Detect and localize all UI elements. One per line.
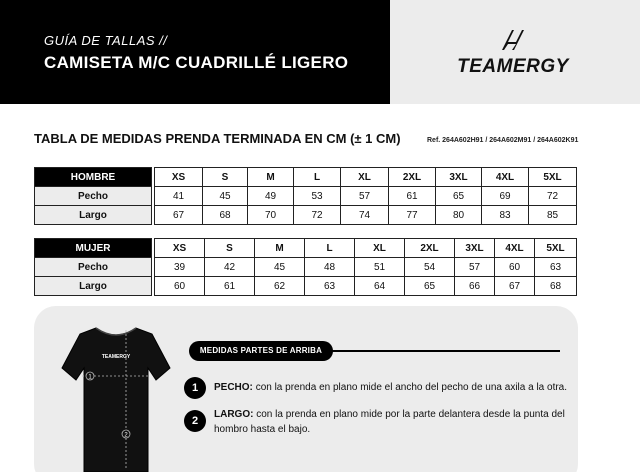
table-cell: 67 xyxy=(495,277,535,296)
table-cell: 42 xyxy=(205,258,255,277)
table-cell: 57 xyxy=(455,258,495,277)
table-cell: 60 xyxy=(495,258,535,277)
measure-term: LARGO: xyxy=(214,409,254,420)
size-header: XS xyxy=(155,239,205,258)
size-header: XL xyxy=(355,239,405,258)
product-title: CAMISETA M/C CUADRILLÉ LIGERO xyxy=(44,53,349,72)
table-cell: 39 xyxy=(155,258,205,277)
measure-text: con la prenda en plano mide por la parte delantera desde la punta del xyxy=(256,409,565,420)
tshirt-illustration xyxy=(60,324,172,472)
table-cell: 41 xyxy=(155,187,203,206)
table-cell: 65 xyxy=(436,187,482,206)
table-cell: 48 xyxy=(305,258,355,277)
measure-item-chest xyxy=(214,380,574,395)
table-header-row xyxy=(35,168,577,187)
table-cell: 65 xyxy=(405,277,455,296)
size-header: 3XL xyxy=(436,168,482,187)
table-cell: 83 xyxy=(482,206,529,225)
size-header: 2XL xyxy=(405,239,455,258)
marker-2: 2 xyxy=(124,432,128,439)
size-header: M xyxy=(255,239,305,258)
size-header: L xyxy=(294,168,341,187)
men-size-table xyxy=(34,167,577,225)
measures-heading: MEDIDAS PARTES DE ARRIBA xyxy=(189,341,333,361)
header-title-block xyxy=(0,0,390,104)
size-header: XS xyxy=(155,168,203,187)
header xyxy=(0,0,640,104)
women-size-table xyxy=(34,238,577,296)
table-cell: 72 xyxy=(529,187,577,206)
row-label: Pecho xyxy=(35,187,152,206)
size-header: L xyxy=(305,239,355,258)
table-cell: 57 xyxy=(341,187,389,206)
row-label: Largo xyxy=(35,277,152,296)
table-row xyxy=(35,206,577,225)
table-cell: 69 xyxy=(482,187,529,206)
size-header: 3XL xyxy=(455,239,495,258)
measure-item-length xyxy=(214,407,574,437)
table-cell: 63 xyxy=(535,258,577,277)
brand-logo xyxy=(448,26,578,80)
table-header-row xyxy=(35,239,577,258)
size-header: XL xyxy=(341,168,389,187)
number-badge-1: 1 xyxy=(184,377,206,399)
table-row xyxy=(35,187,577,206)
row-label: Largo xyxy=(35,206,152,225)
table-cell: 74 xyxy=(341,206,389,225)
measure-text: con la prenda en plano mide el ancho del pecho de una axila a la otra. xyxy=(255,382,568,393)
table-cell: 51 xyxy=(355,258,405,277)
table-row xyxy=(35,277,577,296)
size-header: 5XL xyxy=(529,168,577,187)
brand-name: TEAMERGY xyxy=(457,56,569,77)
table-cell: 72 xyxy=(294,206,341,225)
size-header: S xyxy=(205,239,255,258)
table-cell: 61 xyxy=(205,277,255,296)
table-row xyxy=(35,258,577,277)
table-cell: 61 xyxy=(389,187,436,206)
table-cell: 45 xyxy=(255,258,305,277)
table-cell: 67 xyxy=(155,206,203,225)
table-cell: 77 xyxy=(389,206,436,225)
shirt-brand-label: TEAMERGY xyxy=(101,354,131,360)
table-cell: 80 xyxy=(436,206,482,225)
table-cell: 60 xyxy=(155,277,205,296)
guide-subtitle: GUÍA DE TALLAS // xyxy=(44,33,168,48)
table-cell: 53 xyxy=(294,187,341,206)
brand-mark-icon xyxy=(498,26,526,54)
table-cell: 64 xyxy=(355,277,405,296)
heading-divider xyxy=(330,350,560,352)
table-cell: 49 xyxy=(248,187,294,206)
table-cell: 70 xyxy=(248,206,294,225)
table-cell: 85 xyxy=(529,206,577,225)
row-label: Pecho xyxy=(35,258,152,277)
size-header: 2XL xyxy=(389,168,436,187)
table-cell: 54 xyxy=(405,258,455,277)
table-cell: 62 xyxy=(255,277,305,296)
measure-text: hombro hasta el bajo. xyxy=(214,424,311,435)
table-title: TABLA DE MEDIDAS PRENDA TERMINADA EN CM (± 1 CM) xyxy=(34,131,401,146)
reference-codes: Ref. 264A602H91 / 264A602M91 / 264A602K91 xyxy=(427,137,579,144)
number-badge-2: 2 xyxy=(184,410,206,432)
measure-term: PECHO: xyxy=(214,382,253,393)
size-header: 4XL xyxy=(495,239,535,258)
size-header: 5XL xyxy=(535,239,577,258)
marker-1: 1 xyxy=(88,374,92,381)
men-label: HOMBRE xyxy=(35,168,152,187)
table-cell: 45 xyxy=(203,187,248,206)
table-cell: 68 xyxy=(535,277,577,296)
table-cell: 68 xyxy=(203,206,248,225)
size-header: S xyxy=(203,168,248,187)
table-cell: 63 xyxy=(305,277,355,296)
size-header: M xyxy=(248,168,294,187)
women-label: MUJER xyxy=(35,239,152,258)
size-header: 4XL xyxy=(482,168,529,187)
table-cell: 66 xyxy=(455,277,495,296)
